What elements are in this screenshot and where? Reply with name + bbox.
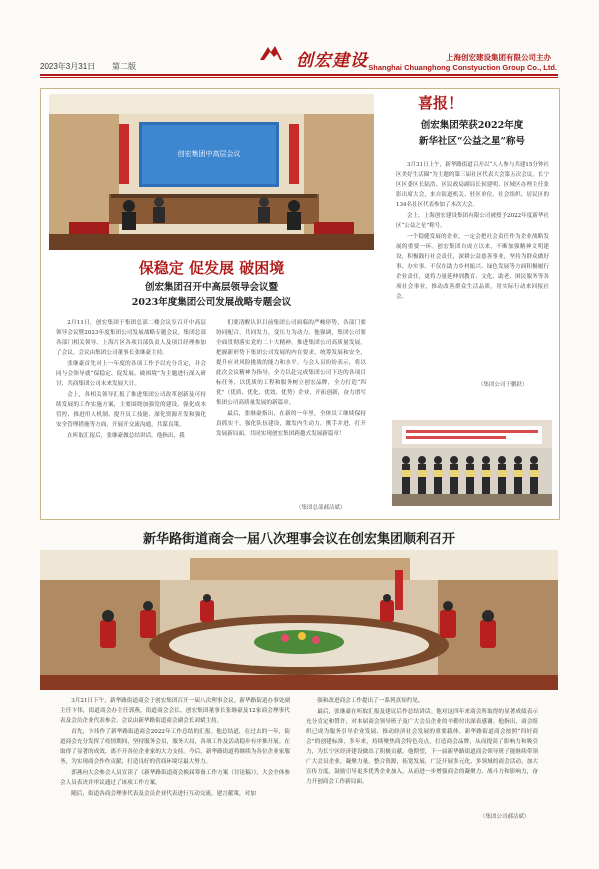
award-photo [392, 420, 552, 506]
header-rule [40, 74, 558, 76]
paragraph: 3月21日下午，新华路街道商会于创宏集团召开一届八次理事会议。新华路街道办事处副主任卞伟，街道商会办主任郭燕，街道商会会长、创宏集团董事长张继豪及12家商会理事代表及会员企业代表参会。会议由新华路街道商会副会长刘斌主持。 [60, 698, 290, 724]
article1-column-right [216, 318, 366, 440]
publisher-cn: 上海创宏建设集团有限公司主办 [446, 53, 551, 62]
article1-headline: 保稳定 促发展 破困境 [138, 259, 285, 277]
article1-subtitle-line1: 创宏集团召开中高层领导会议暨 [144, 282, 278, 293]
sidebar-body [396, 160, 549, 303]
paragraph: 强和改进商会工作提出了一系列真知灼见。 [317, 698, 424, 704]
article3-column-right [306, 696, 538, 788]
company-logo-icon [258, 44, 284, 64]
council-meeting-photo [40, 550, 558, 690]
sidebar-title-line2: 新华社区“公益之星”称号 [419, 136, 525, 147]
paragraph: 张继豪首先对上一年度的各项工作予以充分肯定，并会同与会领导就“保稳定、促发展、破困境”为主题进行深入研讨，共商集团公司未来发展大计。 [56, 361, 206, 387]
paragraph: 最后，张继豪指出，在新的一年里，全体员工继续保持真抓实干，强化队伍建设，激发内生动力，携手并进，打开发展新局面，共同实现创宏集团跨越式发展新篇章！ [216, 411, 366, 437]
paragraph: 随后，街道各商会理事代表及会员企业代表进行互动交流，建言献策，对加 [71, 791, 256, 797]
paragraph: 一个稳健发展的企业，一定会把社会责任作为企业战略发展的重要一环。创宏集团自成立以来，不断加强精神文明建设，积极践行社会责任，深耕公益慈善事业，坚持为群众做好事、办实事。不仅在助力乡村振兴、绿色发展等方面积极履行企业责任，更将力量延伸到教育、文化、助老、困民服务等各项社会事业，推动改善群众生活品质，用实际行动来回报社会。 [396, 234, 549, 300]
article3-source: （集团公司郝洁斌） [480, 814, 530, 820]
article1-subtitle-line2: 2023年度集团公司发展战略专题会议 [131, 297, 292, 308]
header-rule-thin [40, 77, 558, 78]
paper-title: 创宏建设 [296, 51, 368, 71]
paragraph: 最后，张继豪在听取汇报及建议后作总结讲话。他对这四年来商会所取得的显著成绩表示充分肯定和赞许，对本届商会领导班子及广大会员企业的辛勤付出深表感谢。他指出，商会组织已成为服务引导企业发展、推动经济社会发展的重要载体。新华路街道商会按照“四好商会”的创建标准，多年来，持续聚焦商会特色亮点，打造商会品牌，从而提高了影响力和吸引力，为长宁区经济建设做出了积极贡献。他期望，下一届新华路街道商会领导班子能继续带领广大会员企业，凝聚力量，整合资源，拓宽发展，广泛开展多元化、多领域的商会活动，加大宣传力度，鼓励引导更多优秀企业加入，从而进一步增强商会的凝聚力、战斗力和影响力，奋力开创商会工作新局面。 [306, 709, 538, 785]
paragraph: 们要清醒认识目前集团公司面临的严峻形势，各部门要协同配合，共同发力，变压力为动力。他强调，集团公司要全面贯彻落实党的二十大精神，推进集团公司高质量发展，把握新形势下集团公司发展的内在要求，统筹发展和安全，提升应对风险挑战的能力和水平。与会人员纷纷表示，将以此次会议精神为指导，全力以赴完成集团公司下达的各项目标任务，以优质的工程和服务树立创宏品牌，全力打造“四优”（优质、优化、优效、优势）企业，开拓创新，奋力谱写集团公司高质量发展的新篇章。 [216, 320, 366, 406]
article3-headline: 新华路街道商会一届八次理事会议在创宏集团顺利召开 [142, 532, 455, 547]
sidebar-source: （集团公司于鹏跃） [478, 382, 528, 388]
paragraph: 会上，上海创宏建设集团有限公司被授予2022年度新华社区“公益之星”称号。 [396, 213, 549, 229]
article1-source: （集团总部郝洁斌） [296, 505, 346, 511]
publisher-en: Shanghai Chuanghong Constyuction Group Co., Ltd. [368, 63, 557, 72]
screen-caption: 创宏集团中高层会议 [177, 150, 241, 158]
article1-column-left [56, 318, 206, 442]
paragraph: 会上，各相关领导汇报了推进集团公司改革创新及可持续发展的工作实施方案，主要围绕加强党的建设、强化成本管控、推进用人机制、提升员工技能、深化资源开发和强化安全管理措施等方面，开展开交流沟通，共谋良策。 [56, 392, 206, 428]
sidebar-title-line1: 创宏集团荣获2022年度 [420, 120, 524, 131]
edition-label: 第二版 [112, 62, 136, 71]
meeting-photo [49, 94, 374, 250]
article3-column-left [60, 696, 290, 800]
issue-date: 2023年3月31日 [40, 62, 96, 71]
paragraph: 在听取汇报后，张继豪做总结讲话。他指出，我 [67, 433, 185, 439]
congrats-heading: 喜报！ [418, 94, 464, 112]
paragraph: 3月31日上午，新华路街道召开以“人人参与共建15分钟社区美好生活圈”为主题的第三届社区代表大会第五次会议。长宁区区委区长陆浩、区民政局副局长侯建明、区域区办理主任张影出席大会，来自街道机关、驻区单位、社会组织、居民区的134名社区代表参加了本次大会。 [396, 162, 549, 208]
paragraph: 2月11日，创宏集团于集团总部二楼会议室召开中高层领导会议暨2023年度集团公司发展战略专题会议。集团总部各部门相关领导、上海片区各项目部负责人及项目经理参加了会议。会议由集团公司董事长张继豪主持。 [56, 320, 206, 356]
paragraph: 首先，卞玮作了新华路街道商会2022年工作总结的汇报。他总结道，在过去的一年，街道商会充分发挥了疫情期间，坚持服务会员，服务大局，各项工作及活动稳步有序推开展。在取得了显著的成效，离不开各位企业家的大力支持。今后，新华路街道将继续为各位企业家服务，为实现商会作作贡献，打造良好的营商环境尽最大努力。 [60, 729, 290, 765]
paragraph: 郭燕向大会参会人员宣读了《新华路街道商会换届筹备工作方案（讨论稿）》，大会全体参会人员表决并审议通过了该项工作方案。 [60, 770, 290, 786]
